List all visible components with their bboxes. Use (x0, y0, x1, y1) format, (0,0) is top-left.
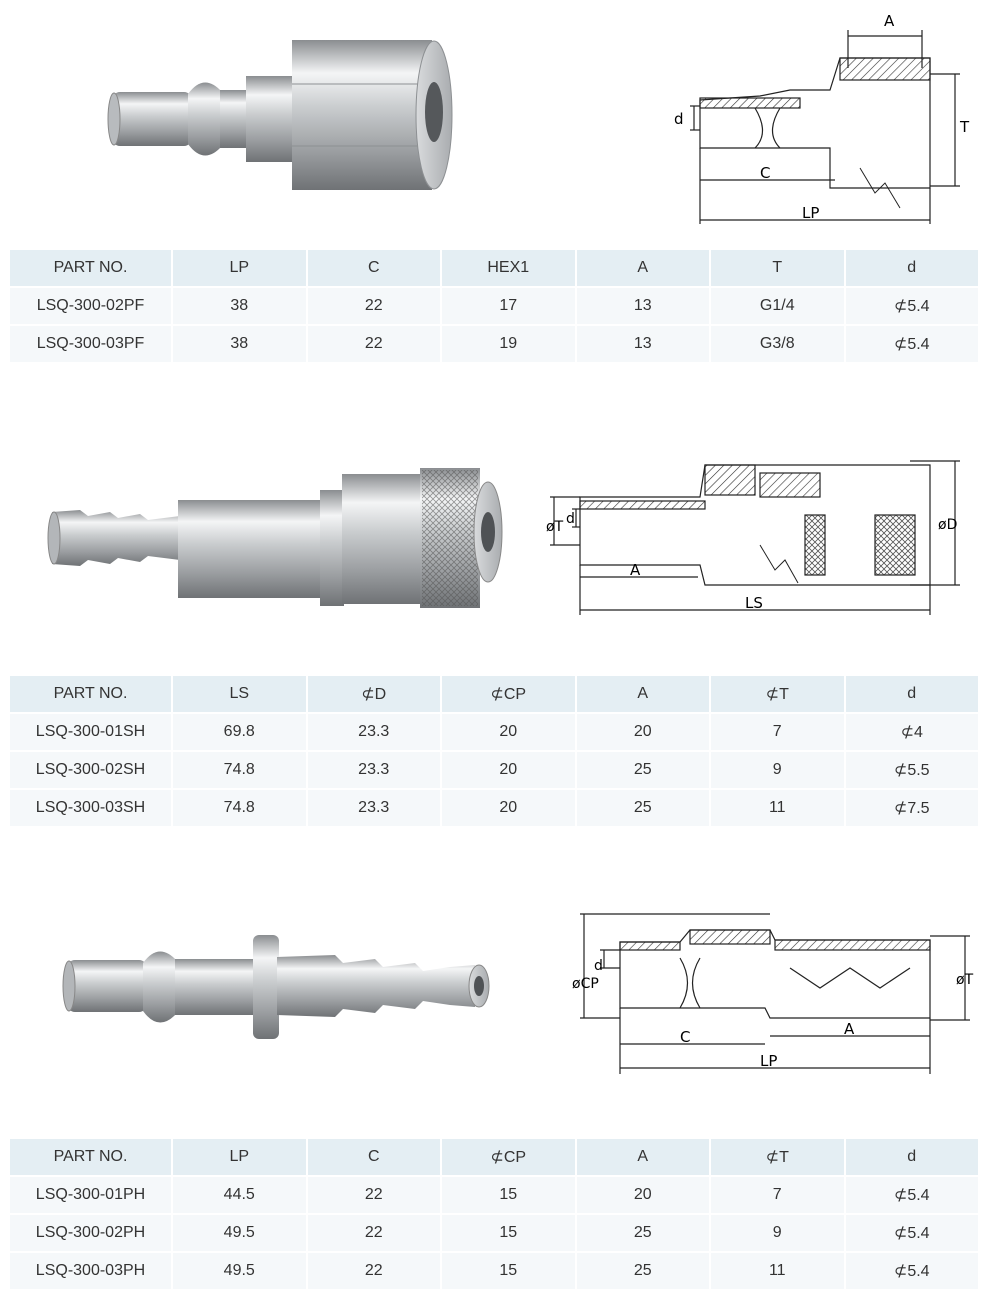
plug-hose-barb-photo (55, 925, 505, 1055)
table-cell: 7 (711, 1177, 844, 1215)
table-cell: 20 (577, 714, 710, 752)
dim-label-d: d (674, 110, 684, 128)
table-cell: 38 (173, 326, 306, 362)
table-cell: 20 (577, 1177, 710, 1215)
dim-label-od: øD (938, 517, 958, 533)
dim-label-t: øT (956, 972, 974, 988)
table-row (10, 1215, 978, 1253)
table-cell: ⊄5.4 (846, 288, 979, 326)
socket-hose-barb-photo (40, 460, 510, 610)
table-cell: 20 (442, 714, 575, 752)
table-cell: 74.8 (173, 752, 306, 790)
table-cell: 13 (577, 288, 710, 326)
table-cell: 49.5 (173, 1253, 306, 1289)
table-cell: 23.3 (308, 790, 441, 826)
dim-label-c: C (760, 164, 771, 182)
column-header: A (577, 1139, 710, 1177)
table-cell: 74.8 (173, 790, 306, 826)
table-cell: 11 (711, 790, 844, 826)
table-cell: ⊄5.5 (846, 752, 979, 790)
dim-label-a: A (844, 1020, 855, 1038)
column-header: ⊄CP (442, 1139, 575, 1177)
table-cell: ⊄5.4 (846, 1177, 979, 1215)
column-header: ⊄CP (442, 676, 575, 714)
dim-label-c: C (680, 1028, 691, 1046)
part-number-cell: LSQ-300-02PH (10, 1215, 171, 1253)
table-cell: ⊄5.4 (846, 1215, 979, 1253)
dim-label-cp: øCP (572, 976, 599, 992)
column-header: PART NO. (10, 676, 171, 714)
table-cell: 22 (308, 1253, 441, 1289)
table-row (10, 1253, 978, 1289)
table-cell: ⊄5.4 (846, 1253, 979, 1289)
table-row (10, 326, 978, 362)
table-row (10, 752, 978, 790)
dim-label-t: T (960, 118, 970, 136)
column-header: ⊄T (711, 676, 844, 714)
table-cell: 25 (577, 1215, 710, 1253)
column-header: LP (173, 1139, 306, 1177)
column-header: A (577, 250, 710, 288)
table-cell: 13 (577, 326, 710, 362)
table-cell: 15 (442, 1215, 575, 1253)
spec-table-ph (8, 1139, 980, 1289)
table-row (10, 790, 978, 826)
column-header: C (308, 1139, 441, 1177)
column-header: T (711, 250, 844, 288)
plug-hose-barb-drawing (560, 908, 980, 1078)
dim-label-d: d (594, 958, 603, 974)
table-header-row (10, 250, 978, 288)
column-header: d (846, 676, 979, 714)
table-cell: 15 (442, 1177, 575, 1215)
table-cell: 69.8 (173, 714, 306, 752)
column-header: HEX1 (442, 250, 575, 288)
table-cell: 7 (711, 714, 844, 752)
table-header-row (10, 1139, 978, 1177)
table-cell: G1/4 (711, 288, 844, 326)
table-cell: 44.5 (173, 1177, 306, 1215)
part-number-cell: LSQ-300-03PF (10, 326, 171, 362)
spec-table-pf (8, 250, 980, 362)
part-number-cell: LSQ-300-03SH (10, 790, 171, 826)
part-number-cell: LSQ-300-02PF (10, 288, 171, 326)
plug-female-thread-drawing (660, 8, 980, 230)
part-number-cell: LSQ-300-03PH (10, 1253, 171, 1289)
part-number-cell: LSQ-300-01SH (10, 714, 171, 752)
socket-hose-barb-drawing (530, 455, 970, 625)
table-header-row (10, 676, 978, 714)
column-header: PART NO. (10, 1139, 171, 1177)
table-cell: 11 (711, 1253, 844, 1289)
dim-label-lp: LP (802, 204, 820, 222)
table-row (10, 714, 978, 752)
table-cell: 25 (577, 752, 710, 790)
dim-label-t: øT (546, 519, 564, 535)
column-header: LS (173, 676, 306, 714)
table-cell: 38 (173, 288, 306, 326)
table-cell: 22 (308, 288, 441, 326)
table-cell: 19 (442, 326, 575, 362)
column-header: ⊄D (308, 676, 441, 714)
table-cell: 49.5 (173, 1215, 306, 1253)
table-cell: ⊄4 (846, 714, 979, 752)
part-number-cell: LSQ-300-01PH (10, 1177, 171, 1215)
column-header: A (577, 676, 710, 714)
column-header: d (846, 1139, 979, 1177)
column-header: ⊄T (711, 1139, 844, 1177)
table-cell: 25 (577, 1253, 710, 1289)
table-cell: 9 (711, 752, 844, 790)
table-cell: 20 (442, 752, 575, 790)
table-cell: G3/8 (711, 326, 844, 362)
table-cell: 23.3 (308, 714, 441, 752)
table-cell: 15 (442, 1253, 575, 1289)
table-row (10, 288, 978, 326)
part-number-cell: LSQ-300-02SH (10, 752, 171, 790)
column-header: C (308, 250, 441, 288)
dim-label-d: d (566, 511, 575, 527)
table-cell: ⊄7.5 (846, 790, 979, 826)
table-cell: 20 (442, 790, 575, 826)
table-cell: 22 (308, 326, 441, 362)
column-header: LP (173, 250, 306, 288)
plug-female-thread-photo (100, 20, 460, 210)
table-cell: 22 (308, 1215, 441, 1253)
spec-table-sh (8, 676, 980, 826)
table-cell: ⊄5.4 (846, 326, 979, 362)
dim-label-a: A (884, 12, 895, 30)
column-header: PART NO. (10, 250, 171, 288)
table-cell: 23.3 (308, 752, 441, 790)
dim-label-a: A (630, 561, 641, 579)
table-cell: 22 (308, 1177, 441, 1215)
dim-label-lp: LP (760, 1052, 778, 1070)
column-header: d (846, 250, 979, 288)
table-cell: 9 (711, 1215, 844, 1253)
table-row (10, 1177, 978, 1215)
table-cell: 25 (577, 790, 710, 826)
table-cell: 17 (442, 288, 575, 326)
dim-label-ls: LS (745, 594, 763, 612)
